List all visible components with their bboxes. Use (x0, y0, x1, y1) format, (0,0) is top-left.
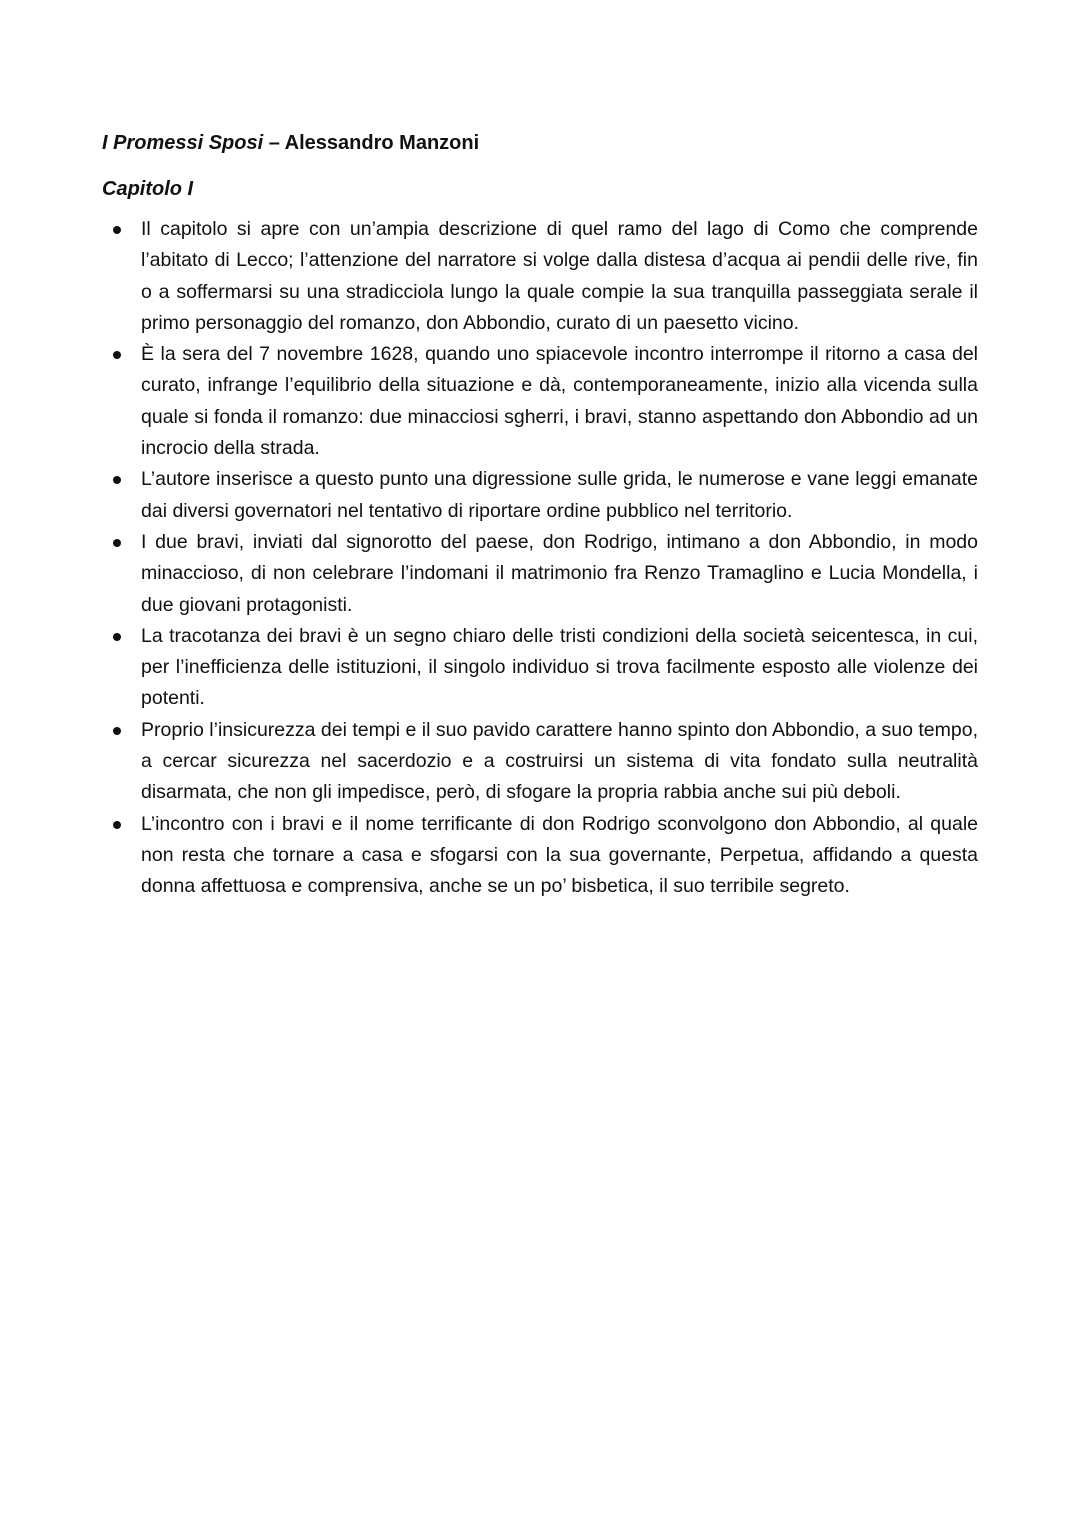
summary-list (102, 214, 978, 903)
list-item-text: Proprio l’insicurezza dei tempi e il suo pavido carattere hanno spinto don Abbondio, a suo tempo, a cercar sicurezza nel sacerdozio e a costruirsi un sistema di vita fondato sulla neutralità disarmata, che non gli impedisce, però, di sfogare la propria rabbia anche sui più deboli. (141, 718, 978, 804)
list-item-text: Il capitolo si apre con un’ampia descrizione di quel ramo del lago di Como che comprende l’abitato di Lecco; l’attenzione del narratore si volge dalla distesa d’acqua ai pendii delle rive, fin o a soffermarsi su una stradicciola lungo la quale compie la sua tranquilla passeggiata serale il primo personaggio del romanzo, don Abbondio, curato di un paesetto vicino. (141, 218, 978, 334)
bullet-icon (113, 633, 121, 641)
chapter-heading: Capitolo I (102, 178, 194, 200)
bullet-icon (113, 351, 121, 359)
title-separator: – (263, 132, 285, 154)
list-item (102, 621, 978, 715)
bullet-icon (113, 476, 121, 484)
bullet-icon (113, 727, 121, 735)
list-item-text: L’incontro con i bravi e il nome terrificante di don Rodrigo sconvolgono don Abbondio, al quale non resta che tornare a casa e sfogarsi con la sua governante, Perpetua, affidando a questa donna affettuosa e comprensiva, anche se un po’ bisbetica, il suo terribile segreto. (141, 812, 978, 898)
list-item (102, 527, 978, 621)
title-author: Alessandro Manzoni (284, 132, 480, 154)
list-item-text: La tracotanza dei bravi è un segno chiaro delle tristi condizioni della società seicentesca, in cui, per l’inefficienza delle istituzioni, il singolo individuo si trova facilmente esposto alle violenze dei potenti. (141, 624, 978, 710)
document-title (102, 126, 978, 160)
bullet-icon (113, 821, 121, 829)
bullet-icon (113, 539, 121, 547)
list-item (102, 809, 978, 903)
list-item (102, 464, 978, 527)
list-item (102, 214, 978, 339)
list-item-text: L’autore inserisce a questo punto una digressione sulle grida, le numerose e vane leggi emanate dai diversi governatori nel tentativo di riportare ordine pubblico nel territorio. (141, 468, 978, 522)
title-work: I Promessi Sposi (102, 132, 264, 154)
list-item-text: I due bravi, inviati dal signorotto del paese, don Rodrigo, intimano a don Abbondio, in modo minaccioso, di non celebrare l’indomani il matrimonio fra Renzo Tramaglino e Lucia Mondella, i due giovani protagonisti. (141, 530, 978, 616)
list-item (102, 339, 978, 464)
bullet-icon (113, 226, 121, 234)
list-item (102, 715, 978, 809)
list-item-text: È la sera del 7 novembre 1628, quando uno spiacevole incontro interrompe il ritorno a casa del curato, infrange l’equilibrio della situazione e dà, contemporaneamente, inizio alla vicenda sulla quale si fonda il romanzo: due minacciosi sgherri, i bravi, stanno aspettando don Abbondio ad un incrocio della strada. (141, 343, 978, 460)
document-page (102, 126, 978, 903)
